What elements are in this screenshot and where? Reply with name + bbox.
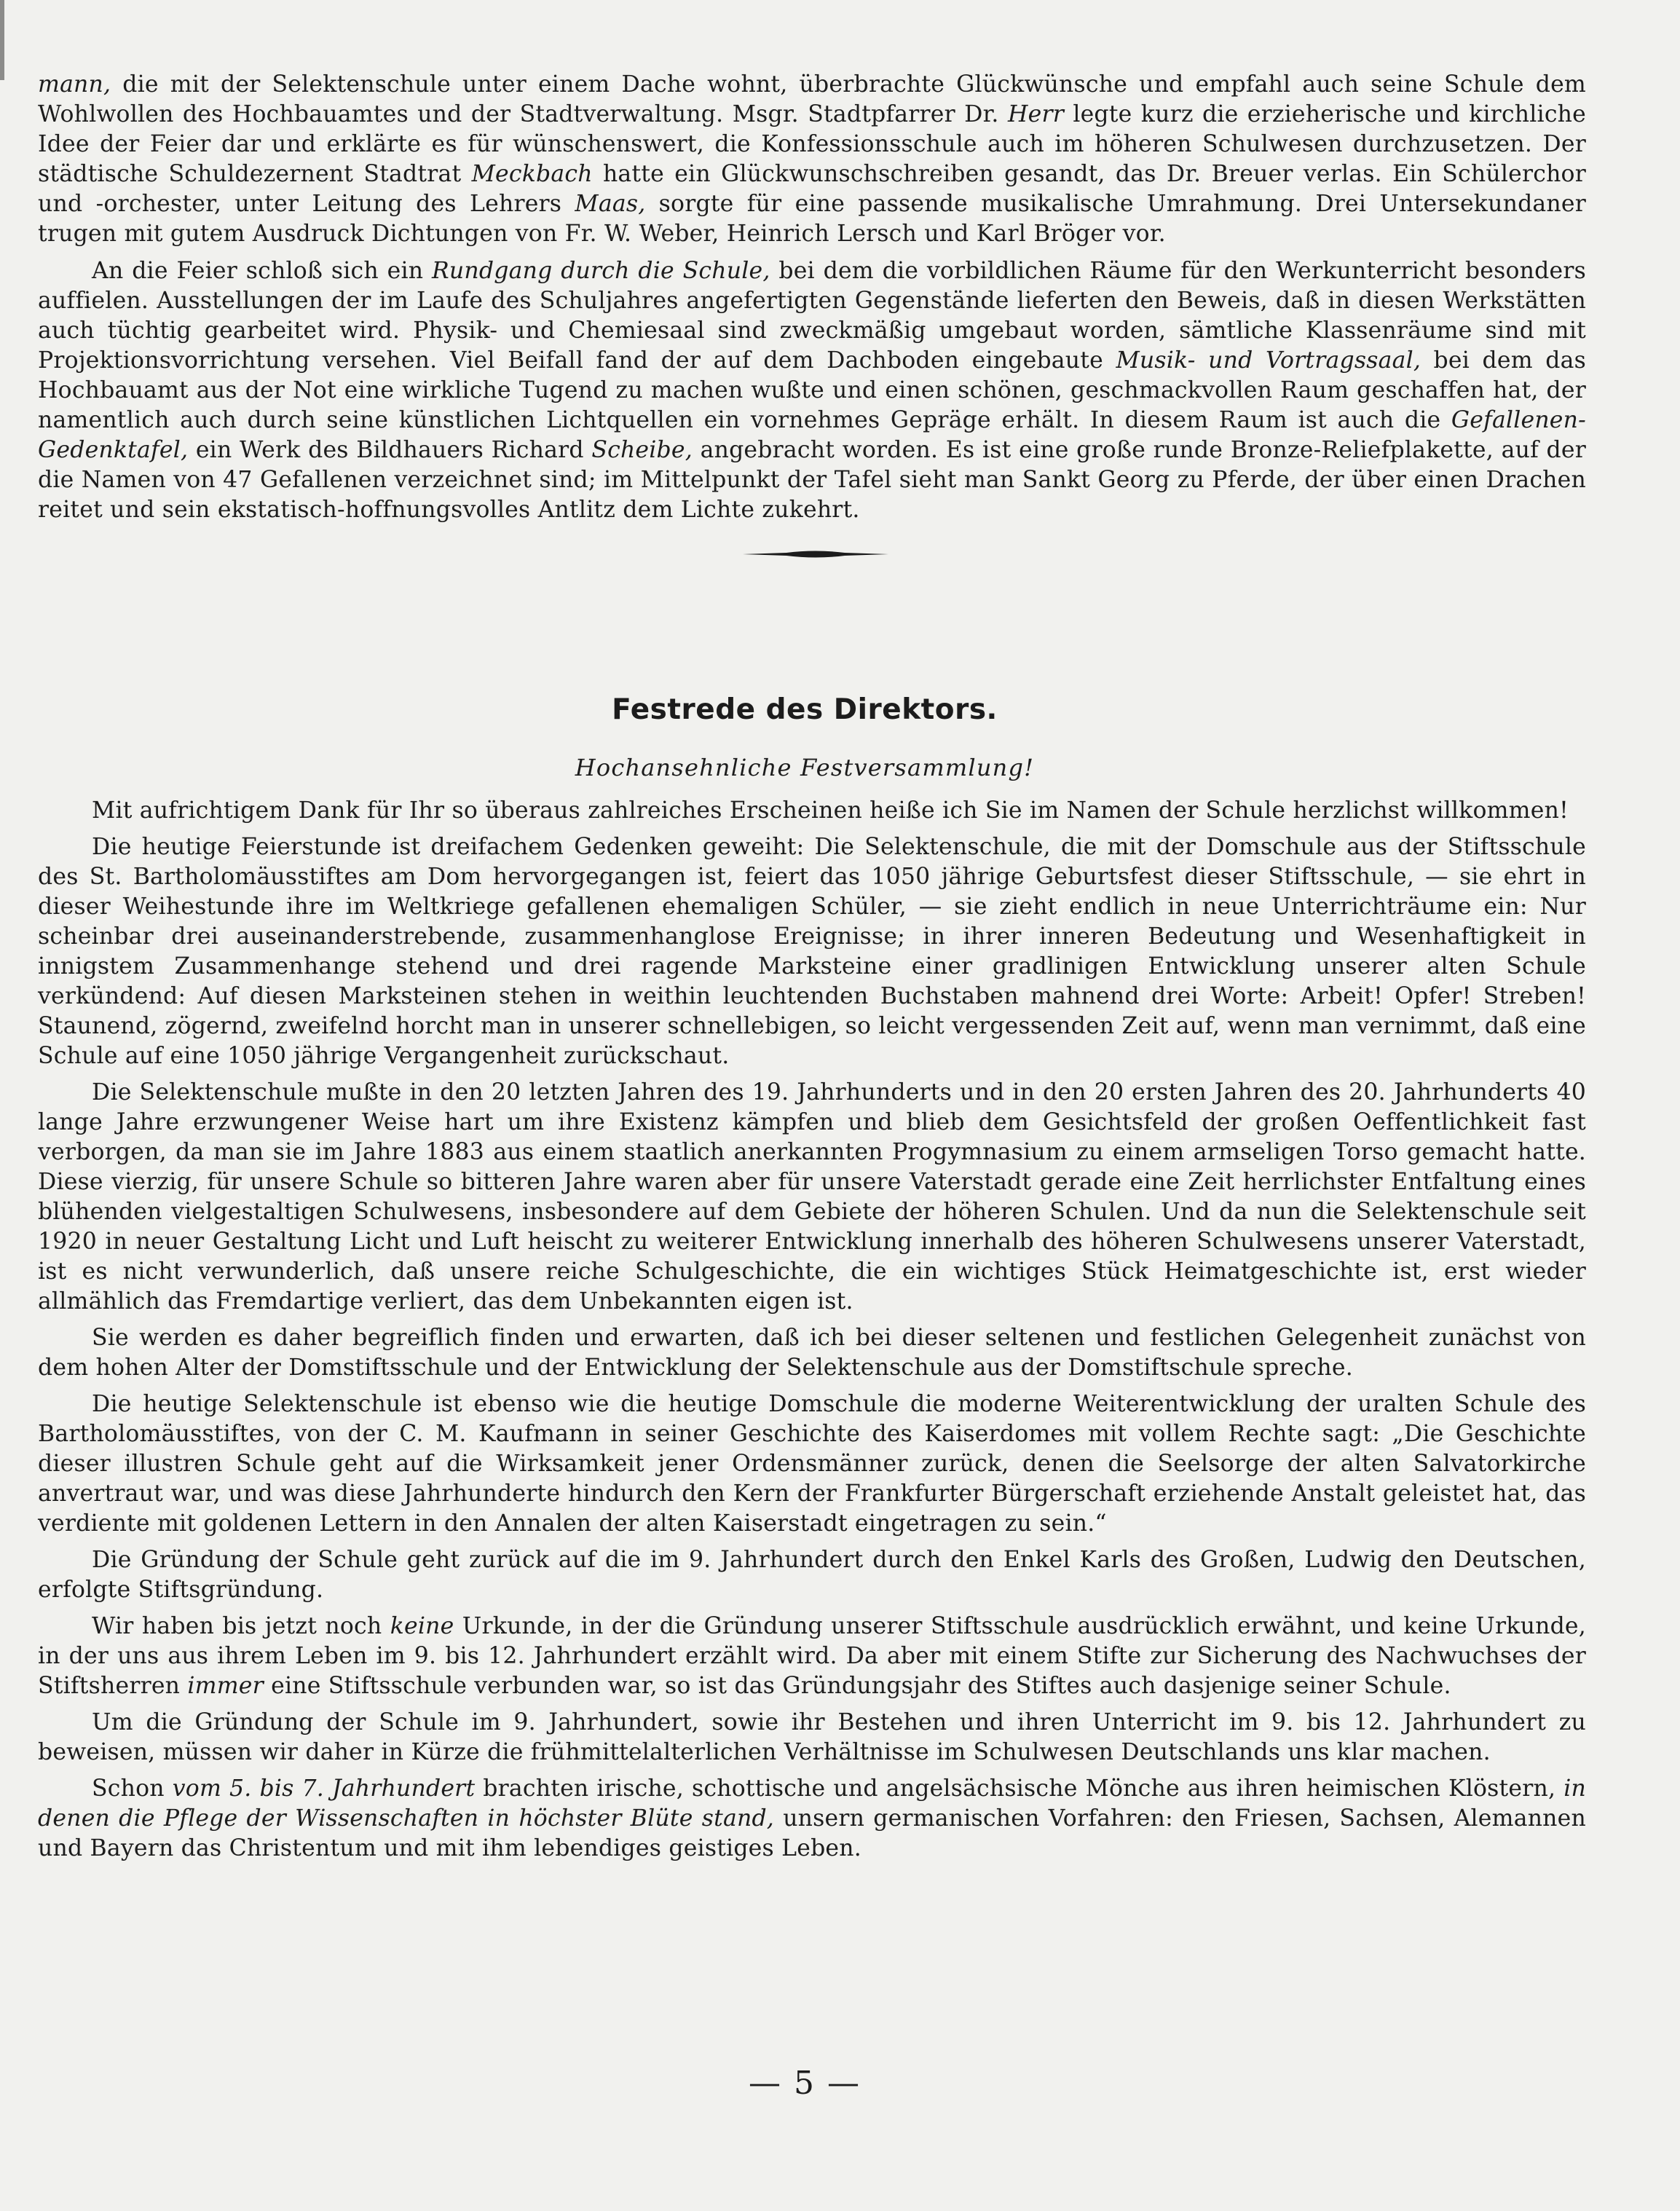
text-run: eine Stiftsschule verbunden war, so ist das Gründungsjahr des Stiftes auch dasjenige seiner Schule. <box>263 1673 1451 1699</box>
page-title: Festrede des Direktors. <box>612 693 998 726</box>
text-run: die mit der Selektenschule unter einem Dache wohnt, überbrachte Glückwünsche und empfahl auch seine Schule dem Wohlwollen des Hochbauamtes und der Stadtverwaltung. Msgr. Stadtpfarrer Dr. <box>38 71 1586 127</box>
emphasis-text: immer <box>187 1673 264 1699</box>
text-run: Wir haben bis jetzt noch <box>92 1613 390 1639</box>
speech-paragraph <box>38 1390 1586 1539</box>
emphasis-text: Scheibe, <box>591 437 693 463</box>
emphasis-text: Maas, <box>575 191 646 217</box>
text-run: Die Gründung der Schule geht zurück auf die im 9. Jahrhundert durch den Enkel Karls des Großen, Ludwig den Deutschen, erfolgte Stiftsgründung. <box>38 1547 1586 1603</box>
text-run: brachten irische, schottische und angelsächsische Mönche aus ihren heimischen Klöstern, <box>475 1776 1564 1802</box>
text-run: Die Selektenschule mußte in den 20 letzten Jahren des 19. Jahrhunderts und in den 20 ersten Jahren des 20. Jahrhunderts 40 lange Jahre erzwungener Weise hart um ihre Existenz kämpfen und blieb dem Gesichtsfeld der großen Oeffentlichkeit fast verborgen, da man sie im Jahre 1883 aus einem staatlich anerkannten Progymnasium zu einem armseligen Torso gemacht hatte. Diese vierzig, für unsere Schule so bitteren Jahre waren aber für unsere Vaterstadt gerade eine Zeit herrlichster Entfaltung eines blühenden vielgestaltigen Schulwesens, insbesondere auf dem Gebiete der höheren Schulen. Und da nun die Selektenschule seit 1920 in neuer Gestaltung Licht und Luft heischt zu weiterer Entwicklung innerhalb des höheren Schulwesens unserer Vaterstadt, ist es nicht verwunderlich, daß unsere reiche Schulgeschichte, die ein wichtiges Stück Heimatgeschichte ist, erst wieder allmählich das Fremdartige verliert, das dem Unbekannten eigen ist. <box>38 1079 1586 1315</box>
text-run: Um die Gründung der Schule im 9. Jahrhundert, sowie ihr Bestehen und ihren Unterricht im 9. bis 12. Jahrhundert zu beweisen, müssen wir daher in Kürze die frühmittelalterlichen Verhältnisse im Schulwesen Deutschlands uns klar machen. <box>38 1709 1586 1765</box>
speech-paragraph <box>38 1774 1586 1864</box>
speech-paragraph <box>38 1612 1586 1701</box>
text-run: Schon <box>92 1776 173 1802</box>
speech-salutation: Hochansehnliche Festversammlung! <box>575 754 1035 781</box>
emphasis-text: mann, <box>38 71 111 98</box>
text-run: An die Feier schloß sich ein <box>92 258 432 284</box>
speech-paragraph <box>38 1708 1586 1767</box>
emphasis-text: Musik- und Vortragssaal, <box>1116 347 1421 374</box>
speech-paragraph <box>38 832 1586 1071</box>
emphasis-text: keine <box>390 1613 454 1639</box>
text-run: bei dem die vorbildlichen Räume für den Werkunterricht besonders auffielen. Ausstellungen der im Laufe des Schuljahres angefertigten Gegenstände lieferten den Beweis, daß in diesen Werkstätten auch tüchtig gearbeitet wird. Physik- und Chemiesaal sind zweckmäßig umgebaut worden, sämtliche Klassenräume sind mit Projektionsvorrichtung versehen. Viel Beifall fand der auf dem Dachboden eingebaute <box>38 258 1586 374</box>
emphasis-text: Rundgang durch die Schule, <box>431 258 770 284</box>
speech-paragraph <box>38 1078 1586 1317</box>
text-run: legte kurz die erzieherische und kirchliche Idee der Feier dar und erklärte es für wünschenswert, die Konfessionsschule auch im höheren Schulwesen durchzusetzen. Der städtische Schuldezernent Stadtrat <box>38 101 1586 187</box>
speech-paragraph <box>38 796 1586 826</box>
text-run: Sie werden es daher begreiflich finden und erwarten, daß ich bei dieser seltenen und festlichen Gelegenheit zunächst von dem hohen Alter der Domstiftsschule und der Entwicklung der Selektenschule aus der Domstiftschule spreche. <box>38 1325 1586 1381</box>
emphasis-text: Meckbach <box>471 161 593 187</box>
speech-paragraph <box>38 1323 1586 1383</box>
text-run: Urkunde, in der die Gründung unserer Stiftsschule ausdrücklich erwähnt, und keine Urkunde, in der uns aus ihrem Leben im 9. bis 12. Jahrhundert erzählt wird. Da aber mit einem Stifte zur Sicherung des Nachwuchses der Stiftsherren <box>38 1613 1586 1699</box>
intro-paragraph <box>38 70 1586 249</box>
speech-body <box>38 796 1586 1864</box>
intro-section <box>38 70 1586 588</box>
intro-paragraph <box>38 256 1586 525</box>
emphasis-text: in denen die Pflege der Wissenschaften in höchster Blüte stand, <box>38 1776 1586 1832</box>
text-run: Die heutige Selektenschule ist ebenso wie die heutige Domschule die moderne Weiterentwicklung der uralten Schule des Bartholomäusstiftes, von der C. M. Kaufmann in seiner Geschichte des Kaiserdomes mit vollem Rechte sagt: „Die Geschichte dieser illustren Schule geht auf die Wirksamkeit jener Ordensmänner zurück, denen die Seelsorge der alten Salvatorkirche anvertraut war, und was diese Jahrhunderte hindurch den Kern der Frankfurter Bürgerschaft erziehende Anstalt geleistet hat, das verdiente mit goldenen Lettern in den Annalen der alten Kaiserstadt eingetragen zu sein.“ <box>38 1391 1586 1537</box>
text-run: Die heutige Feierstunde ist dreifachem Gedenken geweiht: Die Selektenschule, die mit der Domschule aus der Stiftsschule des St. Bartholomäusstiftes am Dom hervorgegangen ist, feiert das 1050 jährige Geburtsfest dieser Stiftsschule, — sie ehrt in dieser Weihestunde ihre im Weltkriege gefallenen ehemaligen Schüler, — sie zieht endlich in neue Unterrichträume ein: Nur scheinbar drei auseinanderstrebende, zusammenhanglose Ereignisse; in ihrer inneren Bedeutung und Wesenhaftigkeit in innigstem Zusammenhange stehend und drei ragende Marksteine einer gradlinigen Entwicklung unserer alten Schule verkündend: Auf diesen Marksteinen stehen in weithin leuchtenden Buchstaben mahnend drei Worte: Arbeit! Opfer! Streben! Staunend, zögernd, zweifelnd horcht man in unserer schnellebigen, so leicht vergessenden Zeit auf, wenn man vernimmt, daß eine Schule auf eine 1050 jährige Vergangenheit zurückschaut. <box>38 834 1586 1069</box>
speech-paragraph <box>38 1545 1586 1605</box>
scan-edge <box>0 0 4 80</box>
ornamental-divider <box>743 548 888 561</box>
text-run: ein Werk des Bildhauers Richard <box>188 437 592 463</box>
emphasis-text: Herr <box>1007 101 1064 127</box>
emphasis-text: Gefallenen-Gedenktafel, <box>38 407 1586 463</box>
text-run: angebracht worden. Es ist eine große runde Bronze-Reliefplakette, auf der die Namen von 47 Gefallenen verzeichnet sind; im Mittelpunkt der Tafel sieht man Sankt Georg zu Pferde, der über einen Drachen reitet und sein ekstatisch-hoffnungsvolles Antlitz dem Lichte zukehrt. <box>38 437 1587 523</box>
text-run: unsern germanischen Vorfahren: den Friesen, Sachsen, Alemannen und Bayern das Christentum und mit ihm lebendiges geistiges Leben. <box>38 1805 1587 1861</box>
text-run: sorgte für eine passende musikalische Umrahmung. Drei Untersekundaner trugen mit gutem Ausdruck Dichtungen von Fr. W. Weber, Heinrich Lersch und Karl Bröger vor. <box>38 191 1587 247</box>
page-number: — 5 — <box>749 2065 861 2102</box>
emphasis-text: vom 5. bis 7. Jahrhundert <box>172 1776 476 1802</box>
text-run: hatte ein Glückwunschschreiben gesandt, das Dr. Breuer verlas. Ein Schülerchor und -orchester, unter Leitung des Lehrers <box>38 161 1586 217</box>
text-run: Mit aufrichtigem Dank für Ihr so überaus zahlreiches Erscheinen heiße ich Sie im Namen der Schule herzlichst willkommen! <box>92 797 1569 824</box>
text-run: bei dem das Hochbauamt aus der Not eine wirkliche Tugend zu machen wußte und einen schönen, geschmackvollen Raum geschaffen hat, der namentlich auch durch seine künstlichen Lichtquellen ein vornehmes Gepräge erhält. In diesem Raum ist auch die <box>38 347 1586 433</box>
